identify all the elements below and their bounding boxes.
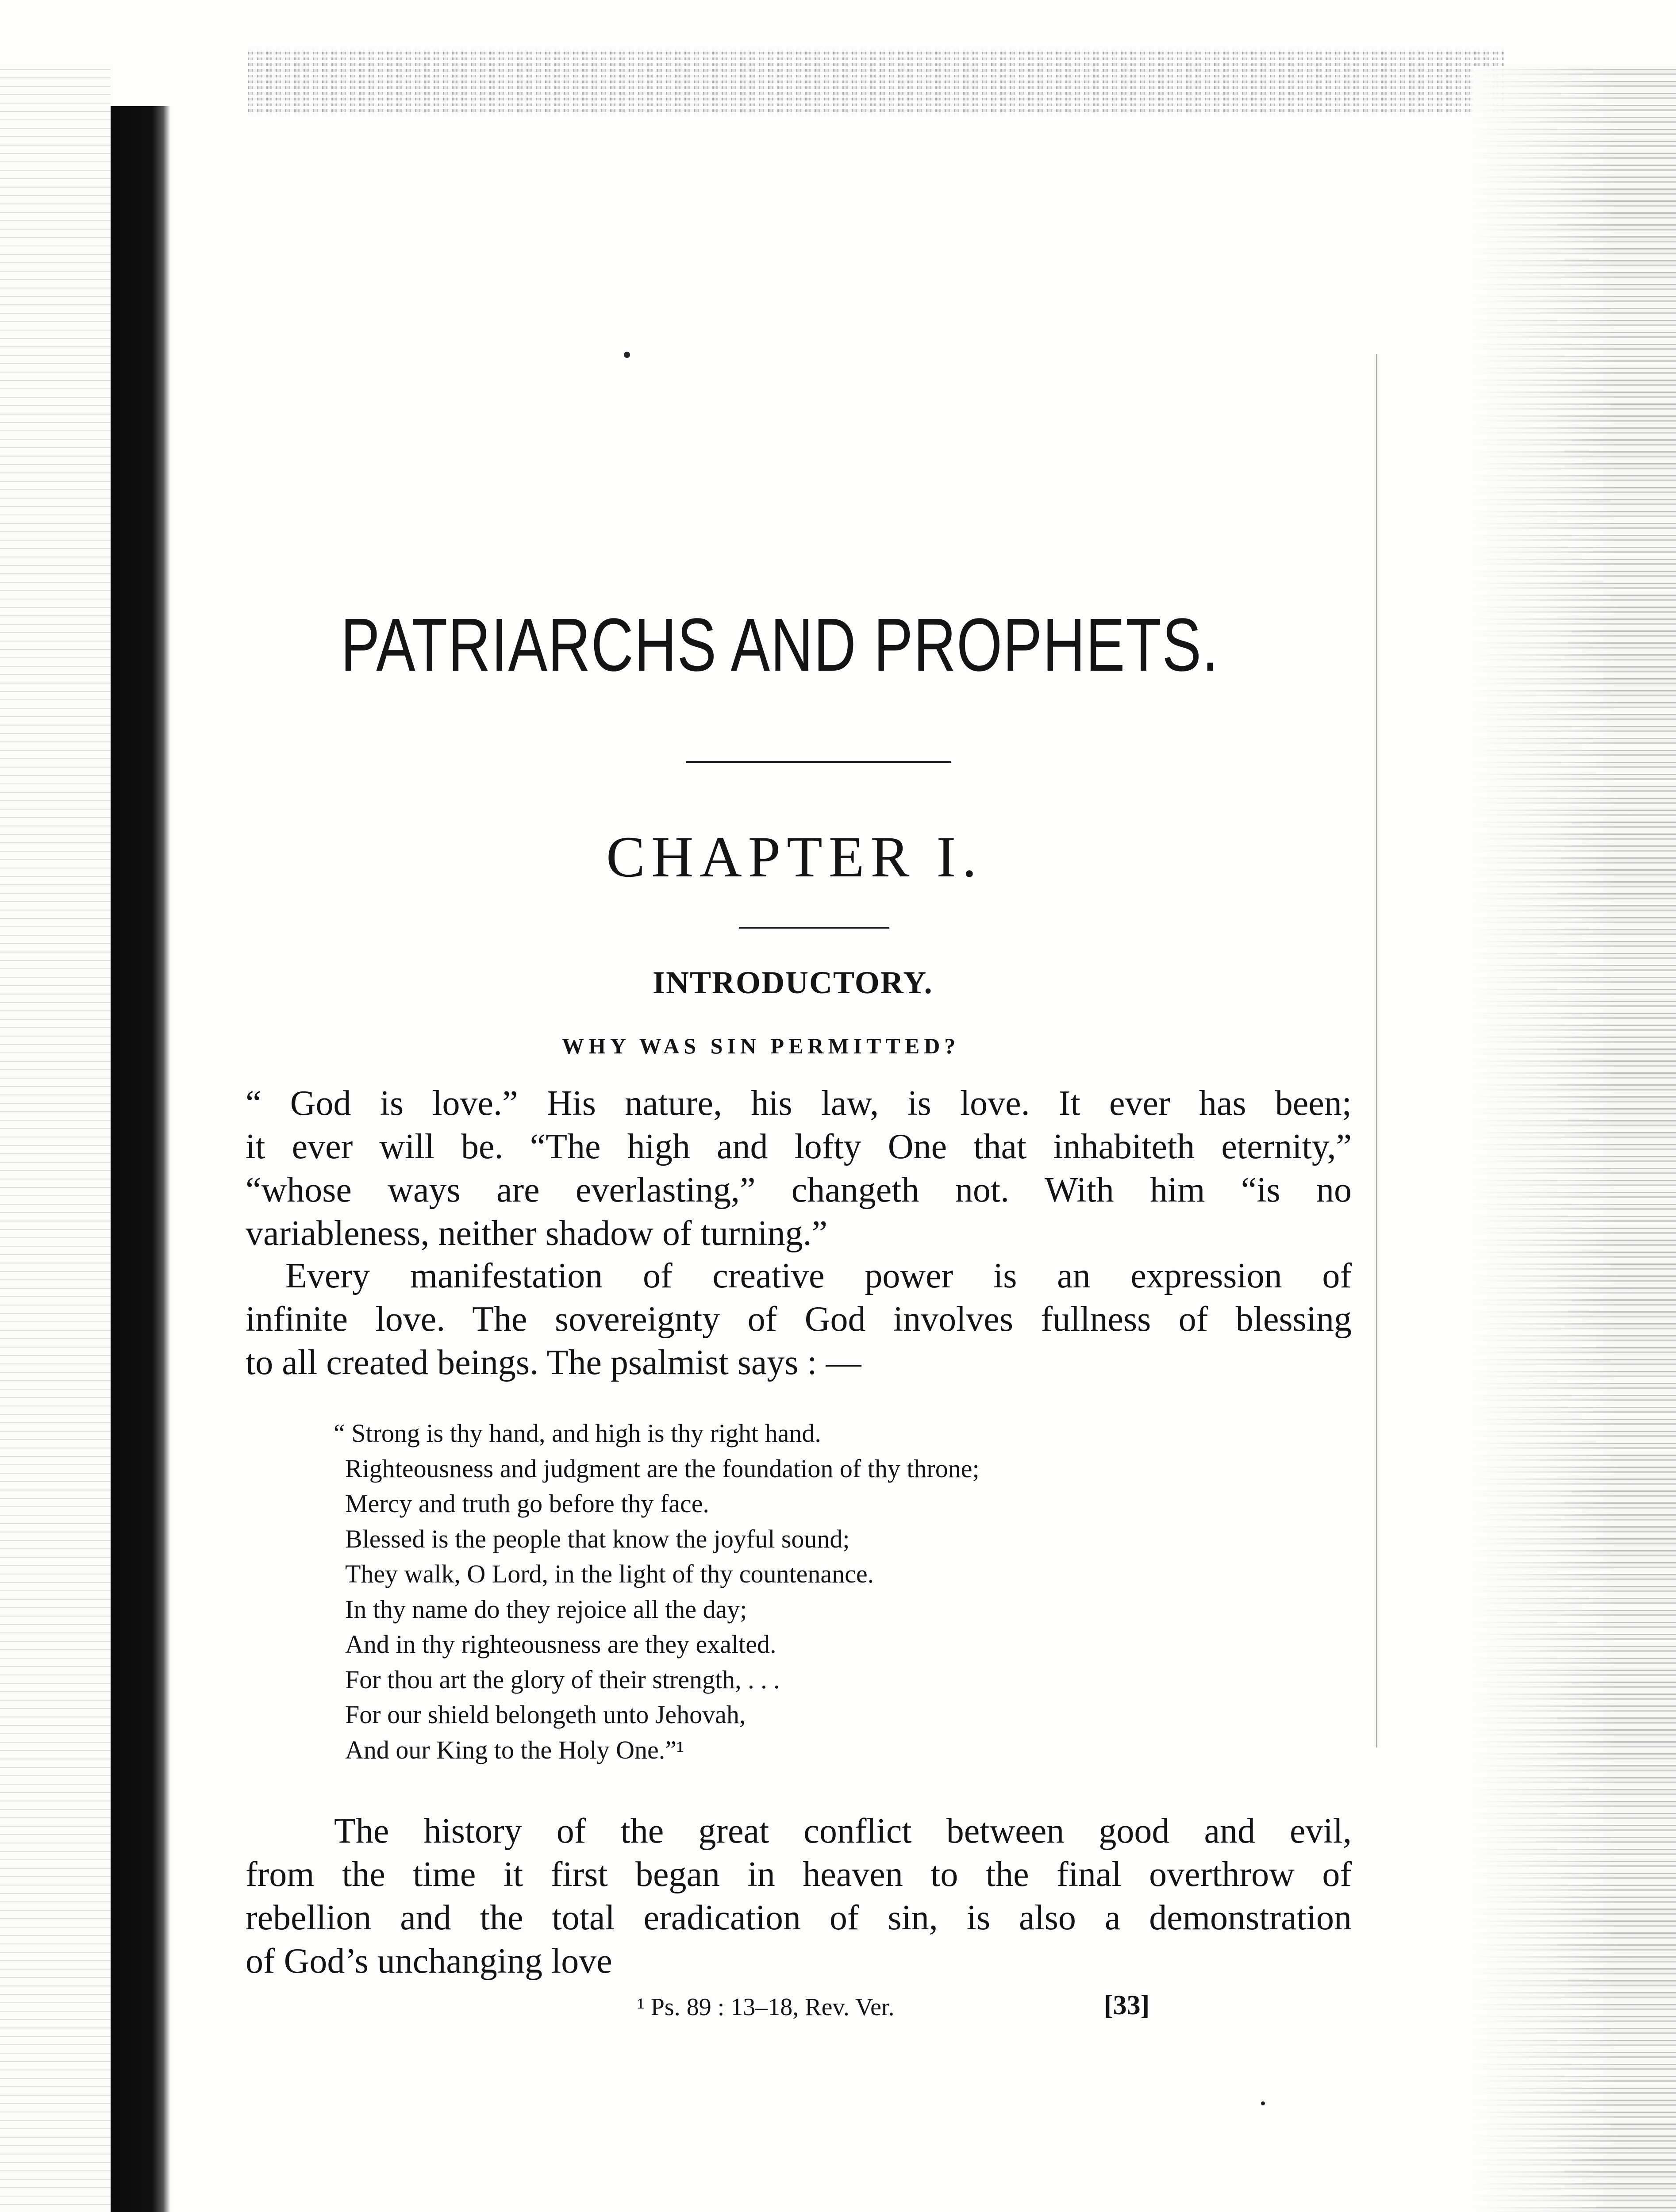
text-line: The history of the great conflict between good and evil,: [334, 1812, 1352, 1851]
text-line: Every manifestation of creative power is an expression of: [285, 1256, 1352, 1295]
poem-line: Blessed is the people that know the joyful sound;: [345, 1524, 850, 1553]
scan-edge-top-overlay: [248, 49, 1504, 115]
text-line: from the time it first began in heaven to the final overthrow of: [246, 1855, 1352, 1894]
chapter-rule: [739, 927, 889, 929]
poem-line: They walk, O Lord, in the light of thy countenance.: [345, 1559, 874, 1588]
book-title: PATRIARCHS AND PROPHETS.: [341, 603, 1219, 687]
text-line: “whose ways are everlasting,” changeth not. With him “is no: [246, 1171, 1352, 1210]
poem-line: Righteousness and judgment are the foundation of thy throne;: [345, 1454, 980, 1483]
chapter-heading: CHAPTER I.: [606, 824, 983, 889]
paragraph-3: [246, 1809, 1352, 1983]
text-line: to all created beings. The psalmist says : —: [246, 1343, 861, 1382]
poem-line: “ Strong is thy hand, and high is thy right hand.: [334, 1419, 821, 1448]
poem-line: For thou art the glory of their strength, . . .: [345, 1665, 780, 1694]
text-line: of God’s unchanging love: [246, 1942, 612, 1981]
text-line: rebellion and the total eradication of sin, is also a demonstration: [246, 1898, 1352, 1937]
ink-speck: [1261, 2101, 1265, 2105]
psalm-quotation: [334, 1416, 1363, 1767]
binding-shadow: [111, 106, 170, 2212]
page-number: [33]: [1104, 1990, 1150, 2020]
scan-edge-left: [0, 66, 111, 2212]
subheading: WHY WAS SIN PERMITTED?: [562, 1033, 960, 1058]
text-line: it ever will be. “The high and lofty One that inhabiteth eternity,”: [246, 1127, 1352, 1166]
section-heading: INTRODUCTORY.: [653, 965, 933, 1000]
poem-line: Mercy and truth go before thy face.: [345, 1489, 709, 1518]
scan-edge-right-fade: [1473, 66, 1676, 2212]
title-rule: [686, 761, 951, 763]
paragraph-1: [246, 1082, 1352, 1255]
text-line: “ God is love.” His nature, his law, is love. It ever has been;: [246, 1084, 1352, 1123]
poem-line: For our shield belongeth unto Jehovah,: [345, 1700, 746, 1729]
text-line: infinite love. The sovereignty of God involves fullness of blessing: [246, 1300, 1352, 1339]
poem-line: In thy name do they rejoice all the day;: [345, 1594, 747, 1624]
paragraph-2: [246, 1254, 1352, 1384]
footnote: ¹ Ps. 89 : 13–18, Rev. Ver.: [637, 1993, 895, 2021]
ink-speck: [624, 352, 630, 358]
text-line: variableness, neither shadow of turning.”: [246, 1214, 828, 1253]
poem-line: And our King to the Holy One.”¹: [345, 1735, 684, 1764]
scan-margin-line: [1376, 354, 1377, 1747]
poem-line: And in thy righteousness are they exalted.: [345, 1630, 776, 1659]
